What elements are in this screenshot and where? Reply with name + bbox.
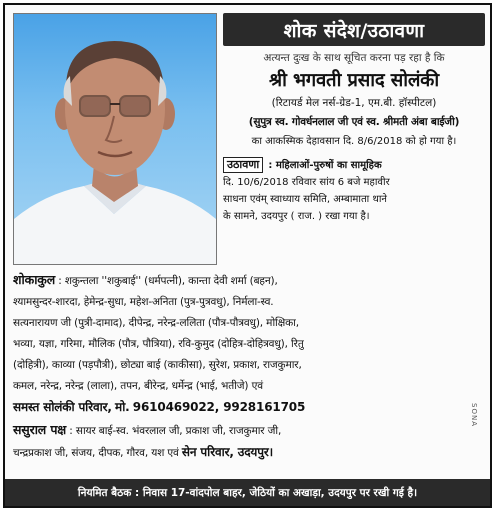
in-laws-family: सेन परिवार, उदयपुर। xyxy=(181,445,274,459)
uthavna-line-4: के सामने, उदयपुर ( राज. ) रखा गया है। xyxy=(223,211,370,222)
mourners-line-2: श्यामसुन्दर-शारदा, हेमेन्द्र-सुधा, महेश-अनिता (पुत्र-पुत्रवधु), निर्मला-स्व. xyxy=(13,296,274,308)
portrait-illustration xyxy=(14,14,216,264)
mourners-line-4: भव्या, यज्ञा, गरिमा, मौलिक (पौत्र, पौत्रिया), रवि-कुमुद (दोहित्र-दोहित्रवधु), रितु xyxy=(13,338,304,350)
obituary-notice xyxy=(3,3,492,508)
uthavna-label: उठावणा xyxy=(223,157,263,173)
family-name: समस्त सोलंकी परिवार, xyxy=(13,400,112,414)
uthavna-line-1: : महिलाओं-पुरुषों का सामूहिक xyxy=(268,160,382,171)
mourners-line-5: (दोहित्री), काव्या (पड़पौत्री), छोट्या बाई (काकीसा), सुरेश, प्रकाश, राजकुमार, xyxy=(13,359,302,371)
in-laws-label: ससुराल पक्ष xyxy=(13,422,67,437)
mourners-line-3: सत्यनारायण जी (पुत्री-दामाद), दीपेन्द्र, नरेन्द्र-ललिता (पौत्र-पौत्रवधु), मोक्षिका, xyxy=(13,317,299,329)
mourners-line-1: : शकुन्तला ''शकुबाई'' (धर्मपत्नी), कान्ता देवी शर्मा (बहन), xyxy=(58,275,278,287)
in-laws-line-1: : सायर बाई-स्व. भंवरलाल जी, प्रकाश जी, राजकुमार जी, xyxy=(69,425,282,437)
mourners-label: शोकाकुल xyxy=(13,272,56,287)
notice-title: शोक संदेश/उठावणा xyxy=(223,13,485,46)
phone-numbers: 9610469022, 9928161705 xyxy=(132,400,306,414)
in-laws-line-2: चन्द्रप्रकाश जी, संजय, दीपक, गौरव, यश एवं xyxy=(13,447,179,459)
mourners-line-6: कमल, नरेन्द्र, नरेन्द्र (लाला), तपन, बीरेन्द्र, धर्मेन्द्र (भाई, भतीजे) एवं xyxy=(13,380,263,392)
footer-note: नियमित बैठक : निवास 17-वांदपोल बाहर, जेठियों का अखाड़ा, उदयपुर पर रखी गई है। xyxy=(5,479,490,506)
deceased-parents: (सुपुत्र स्व. गोवर्धनलाल जी एवं स्व. श्रीमती अंबा बाईजी) xyxy=(248,116,460,128)
deceased-role: (रिटायर्ड मेल नर्स-ग्रेड-1, एम.बी. हॉस्पीटल) xyxy=(271,97,437,109)
deceased-photo xyxy=(13,13,217,265)
phone-label: मो. xyxy=(115,400,130,414)
intro-text: अत्यन्त दुःख के साथ सूचित करना पड़ रहा है कि xyxy=(263,52,445,64)
demise-text: का आकस्मिक देहावसान दि. 8/6/2018 को हो गया है। xyxy=(251,136,457,147)
uthavna-section xyxy=(223,157,485,225)
watermark: SONA xyxy=(470,403,478,427)
deceased-name: श्री भगवती प्रसाद सोलंकी xyxy=(269,70,439,91)
uthavna-line-2: दि. 10/6/2018 रविवार सांय 6 बजे महावीर xyxy=(223,177,390,188)
mourners-section xyxy=(13,269,485,464)
uthavna-line-3: साधना एवंम् स्वाध्याय समिति, अम्बामाता थाने xyxy=(223,194,387,205)
